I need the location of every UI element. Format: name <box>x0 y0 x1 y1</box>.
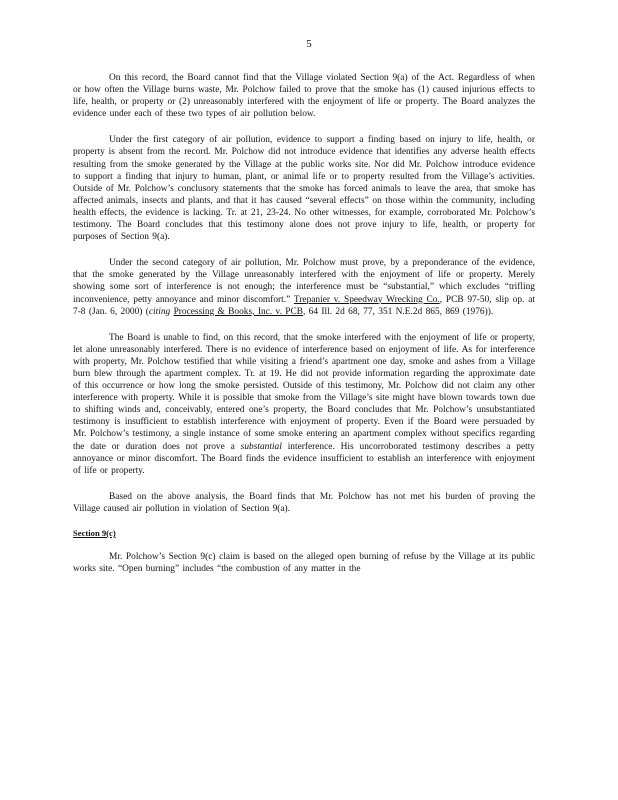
paragraph-first-category: Under the first category of air pollution, evidence to support a finding based on injury to life, health, or property is absent from the record. Mr. Polchow did not introduce evidence that identifies any adverse health effects resulting from the smoke generated by the Village at the public works site. Nor did Mr. Polchow introduce evidence to support a finding that injury to human, plant, or animal life or to property resulted from the Village’s activities. Outside of Mr. Polchow’s conclusory statements that the smoke has forced animals to leave the area, that smoke has affected animals, insects and plants, and that it has caused “several effects” on those within the community, including health effects, the evidence is lacking. Tr. at 21, 23-24. No other witnesses, for example, corroborated Mr. Polchow’s testimony. The Board concludes that this testimony alone does not prove injury to life, health, or property for purposes of Section 9(a). <box>73 135 535 243</box>
paragraph-board-cannot-find: On this record, the Board cannot find that the Village violated Section 9(a) of the Act. Regardless of when or how often the Village burns waste, Mr. Polchow failed to prove that the smoke has (1) caused injurious effects to life, health, or property or (2) unreasonably interfered with the enjoyment of life or property. The Board analyzes the evidence under each of these two types of air pollution below. <box>73 73 535 120</box>
second-category-text: Under the second category of air pollution, Mr. Polchow must prove, by a preponderance of the evidence, that the smoke generated by the Village unreasonably interfered with the enjoyment of life or property. Merely showing some sort of interference is not enough; the interference must be “substantial,” which excludes “trifling inconvenience, petty annoyance and minor discomfort.” <box>73 258 535 305</box>
paragraph-unable-to-find <box>73 332 535 477</box>
page-number: 5 <box>306 38 312 50</box>
unable-to-find-text: The Board is unable to find, on this record, that the smoke interfered with the enjoyment of life or property, let alone unreasonably interfered. There is no evidence of interference based on enjoyment of life. As for interference with property, Mr. Polchow testified that while visiting a friend’s apartment one day, smoke and ashes from a Village burn blew through the apartment complex. Tr. at 19. He did not provide information regarding the approximate date of this occurrence or how long the smoke persisted. Outside of this testimony, Mr. Polchow did not claim any other interference with property. While it is possible that smoke from the Village’s site might have blown towards town due to shifting winds and, conceivably, entered one’s property, the Board concludes that Mr. Polchow’s unsubstantiated testimony is insufficient to establish interference with enjoyment of property. Even if the Board were persuaded by Mr. Polchow’s testimony, a single instance of some smoke entering an apartment complex without specifics regarding the date or duration does not prove a <box>73 332 535 452</box>
paragraph-section-9c: Mr. Polchow’s Section 9(c) claim is based on the alleged open burning of refuse by the Village at its public works site. “Open burning” includes “the combustion of any matter in the <box>73 552 535 575</box>
paragraph-second-category <box>73 257 535 317</box>
citing-signal: citing <box>148 306 171 317</box>
citation-processing-books: Processing & Books, Inc. v. PCB <box>173 306 303 317</box>
substantial-emphasis: substantial <box>240 441 282 452</box>
section-heading: Section 9(c) <box>73 528 116 538</box>
document-body <box>73 72 535 575</box>
second-category-cite-tail: , 64 Ill. 2d 68, 77, 351 N.E.2d 865, 869 (1976)). <box>302 306 494 317</box>
second-category-cite-detail: , PCB 97-50, slip op. at 7-8 (Jan. 6, 2000) ( <box>73 294 535 317</box>
paragraph-conclusion: Based on the above analysis, the Board finds that Mr. Polchow has not met his burden of proving the Village caused air pollution in violation of Section 9(a). <box>73 491 535 514</box>
unable-to-find-tail: interference. His uncorroborated testimony describes a petty annoyance or minor discomfort. The Board finds the evidence insufficient to establish an interference with enjoyment of life or property. <box>73 441 535 476</box>
citation-trepanier: Trepanier v. Speedway Wrecking Co. <box>293 294 440 305</box>
